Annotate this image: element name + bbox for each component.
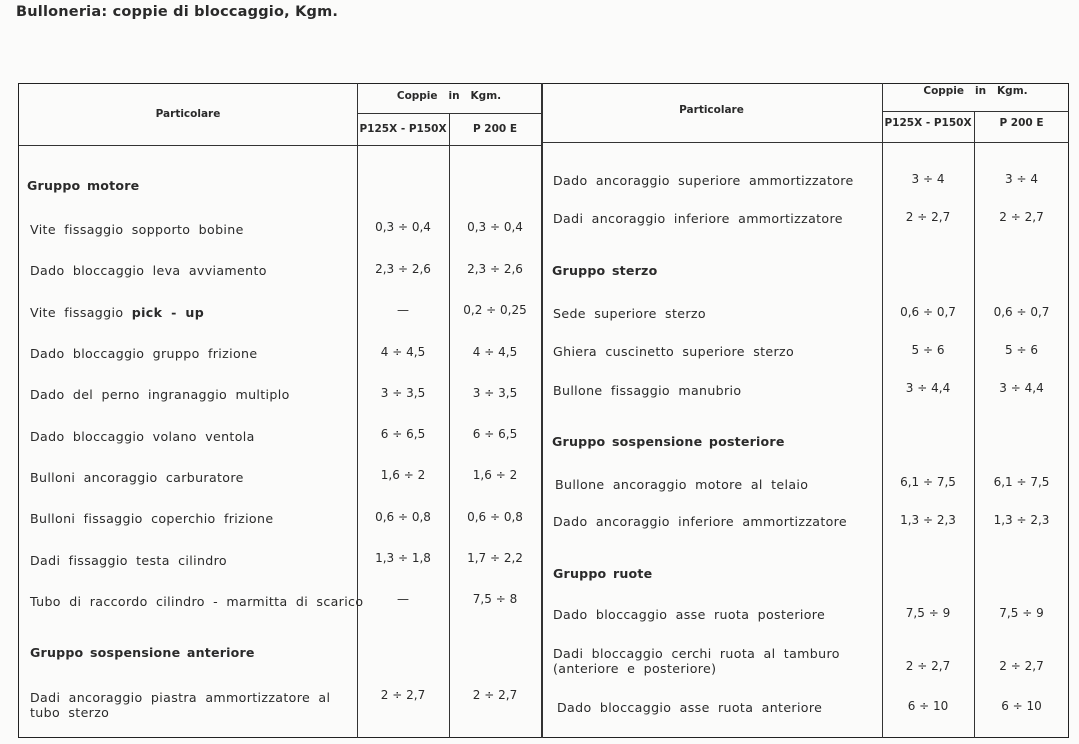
header-col1: P125X - P150X — [359, 123, 447, 135]
value-p125: — — [397, 592, 409, 606]
header-divider — [357, 113, 541, 114]
value-p200: 1,6 ÷ 2 — [472, 468, 518, 482]
group-heading: Gruppo sospensione posteriore — [552, 434, 785, 449]
value-p200: 6,1 ÷ 7,5 — [993, 475, 1050, 489]
col-divider — [541, 83, 543, 738]
table-row-label: Bulloni ancoraggio carburatore — [30, 470, 244, 485]
header-coppie: Coppie in Kgm. — [396, 90, 502, 102]
group-heading: Gruppo motore — [27, 178, 140, 193]
value-p125: 4 ÷ 4,5 — [380, 345, 426, 359]
value-p200: 3 ÷ 4 — [1005, 172, 1038, 186]
value-p200: 3 ÷ 4,4 — [999, 381, 1044, 395]
header-col2: P 200 E — [472, 123, 518, 135]
table-row-label: Dado bloccaggio leva avviamento — [30, 263, 267, 278]
value-p125: 6 ÷ 10 — [907, 699, 949, 713]
value-p200: 3 ÷ 3,5 — [472, 386, 518, 400]
header-col2: P 200 E — [999, 117, 1044, 129]
value-p125: 0,6 ÷ 0,7 — [900, 305, 956, 319]
value-p200: 2 ÷ 2,7 — [999, 210, 1044, 224]
value-p200: 0,3 ÷ 0,4 — [467, 220, 523, 234]
header-particolare: Particolare — [155, 108, 221, 120]
header-coppie: Coppie in Kgm. — [923, 85, 1028, 97]
table-row-label: Dadi ancoraggio piastra ammortizzatore al tubo sterzo — [30, 690, 331, 720]
table-row-label: Ghiera cuscinetto superiore sterzo — [553, 344, 795, 359]
value-p125: 2,3 ÷ 2,6 — [375, 262, 431, 276]
table-row-label: Dado bloccaggio asse ruota anteriore — [557, 700, 823, 715]
group-heading: Gruppo sospensione anteriore — [30, 645, 255, 660]
table-row-label: Dado ancoraggio superiore ammortizzatore — [553, 173, 854, 188]
col-divider — [449, 113, 450, 738]
value-p200: 5 ÷ 6 — [1005, 343, 1038, 357]
header-divider — [541, 142, 1069, 143]
table-row-label: Dado bloccaggio volano ventola — [30, 429, 255, 444]
table-row-label: Dado del perno ingranaggio multiplo — [30, 387, 290, 402]
value-p125: 6 ÷ 6,5 — [380, 427, 426, 441]
col-divider — [357, 83, 358, 738]
value-p200: 0,6 ÷ 0,8 — [467, 510, 523, 524]
value-p200: 0,6 ÷ 0,7 — [993, 305, 1050, 319]
value-p200: 7,5 ÷ 9 — [999, 606, 1044, 620]
table-row-label: Dado bloccaggio asse ruota posteriore — [553, 607, 826, 622]
table-row-label: Bullone fissaggio manubrio — [553, 383, 742, 398]
value-p125: 2 ÷ 2,7 — [905, 659, 951, 673]
value-p125: 0,3 ÷ 0,4 — [375, 220, 431, 234]
value-p125: 6,1 ÷ 7,5 — [900, 475, 956, 489]
table-row-label: Tubo di raccordo cilindro - marmitta di scarico — [30, 594, 364, 609]
table-row-label: Dadi fissaggio testa cilindro — [30, 553, 227, 568]
value-p125: 3 ÷ 3,5 — [380, 386, 426, 400]
table-row-label: Dado bloccaggio gruppo frizione — [30, 346, 258, 361]
table-row-label: Bullone ancoraggio motore al telaio — [555, 477, 809, 492]
header-divider — [882, 111, 1069, 112]
table-row-label: Vite fissaggio sopporto bobine — [30, 222, 244, 237]
value-p200: 4 ÷ 4,5 — [472, 345, 518, 359]
value-p200: 1,3 ÷ 2,3 — [993, 513, 1050, 527]
header-divider — [19, 145, 541, 146]
group-heading: Gruppo ruote — [553, 566, 653, 581]
table-row-label: Bulloni fissaggio coperchio frizione — [30, 511, 274, 526]
value-p125: 2 ÷ 2,7 — [380, 688, 426, 702]
value-p125: 5 ÷ 6 — [911, 343, 945, 357]
header-col1: P125X - P150X — [884, 117, 972, 129]
value-p200: 2 ÷ 2,7 — [999, 659, 1044, 673]
value-p200: 6 ÷ 10 — [1001, 699, 1042, 713]
value-p200: 0,2 ÷ 0,25 — [463, 303, 527, 317]
value-p125: 7,5 ÷ 9 — [905, 606, 951, 620]
value-p125: 1,6 ÷ 2 — [380, 468, 426, 482]
value-p200: 6 ÷ 6,5 — [472, 427, 518, 441]
value-p125: — — [397, 303, 409, 317]
value-p200: 2 ÷ 2,7 — [472, 688, 518, 702]
value-p125: 3 ÷ 4,4 — [905, 381, 951, 395]
header-particolare: Particolare — [679, 104, 744, 116]
value-p200: 1,7 ÷ 2,2 — [467, 551, 523, 565]
page-title: Bulloneria: coppie di bloccaggio, Kgm. — [16, 4, 339, 20]
value-p200: 7,5 ÷ 8 — [472, 592, 518, 606]
value-p125: 1,3 ÷ 1,8 — [375, 551, 431, 565]
value-p125: 3 ÷ 4 — [911, 172, 945, 186]
value-p200: 2,3 ÷ 2,6 — [467, 262, 523, 276]
table-row-label: Sede superiore sterzo — [553, 306, 706, 321]
value-p125: 0,6 ÷ 0,8 — [375, 510, 431, 524]
group-heading: Gruppo sterzo — [552, 263, 658, 278]
value-p125: 1,3 ÷ 2,3 — [900, 513, 956, 527]
col-divider — [974, 111, 975, 738]
table-row-label: Dadi ancoraggio inferiore ammortizzatore — [553, 211, 843, 226]
value-p125: 2 ÷ 2,7 — [905, 210, 951, 224]
table-row-label: Dado ancoraggio inferiore ammortizzatore — [553, 514, 848, 529]
table-row-label: Dadi bloccaggio cerchi ruota al tamburo (anteriore e posteriore) — [553, 646, 840, 676]
table-row-label: Vite fissaggio pick - up — [30, 305, 205, 320]
